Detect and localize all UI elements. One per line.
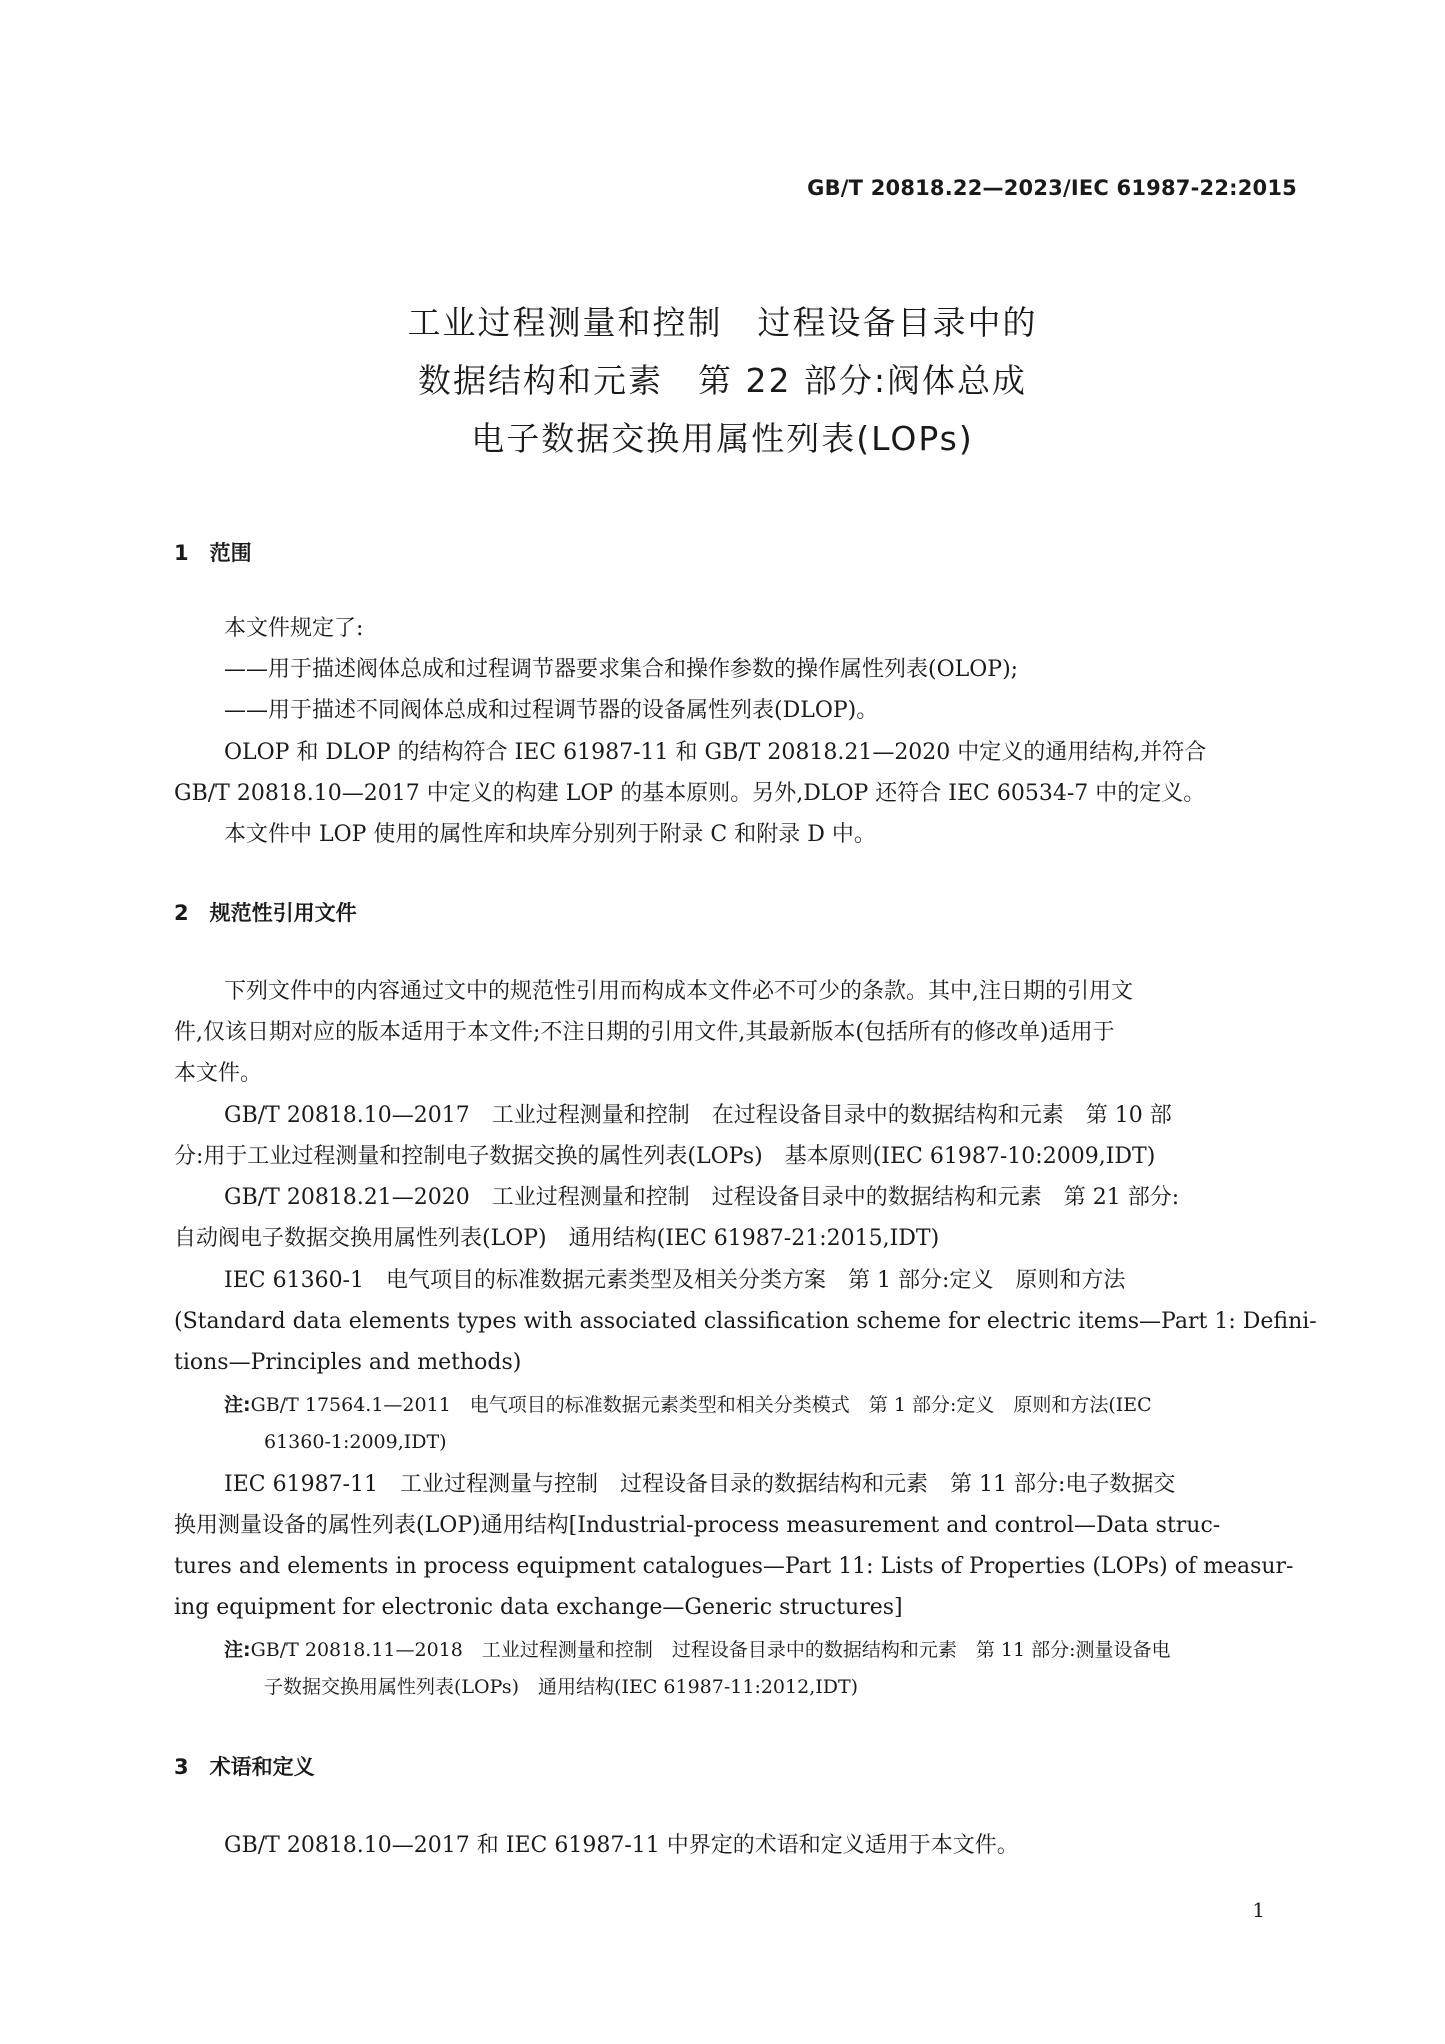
reference-note — [224, 1389, 1152, 1421]
reference-note — [224, 1634, 1171, 1666]
title-line-3: 电子数据交换用属性列表(LOPs) — [471, 419, 974, 458]
reference-entry: 自动阀电子数据交换用属性列表(LOP) 通用结构(IEC 61987-21:2015,IDT) — [174, 1226, 940, 1251]
page-number: 1 — [1252, 1898, 1265, 1922]
reference-entry: tions—Principles and methods) — [174, 1350, 522, 1375]
section-1-paragraph: OLOP 和 DLOP 的结构符合 IEC 61987-11 和 GB/T 20818.21—2020 中定义的通用结构,并符合 — [224, 740, 1207, 765]
reference-entry: 分:用于工业过程测量和控制电子数据交换的属性列表(LOPs) 基本原则(IEC 61987-10:2009,IDT) — [174, 1144, 1156, 1169]
section-2-intro: 件,仅该日期对应的版本适用于本文件;不注日期的引用文件,其最新版本(包括所有的修改单)适用于 — [174, 1020, 1115, 1045]
document-code: GB/T 20818.22—2023/IEC 61987-22:2015 — [807, 176, 1297, 200]
section-3-paragraph: GB/T 20818.10—2017 和 IEC 61987-11 中界定的术语和定义适用于本文件。 — [224, 1833, 1019, 1858]
title-line-1: 工业过程测量和控制 过程设备目录中的 — [407, 303, 1038, 342]
section-3-heading: 3 术语和定义 — [174, 1755, 315, 1779]
section-1-paragraph: GB/T 20818.10—2017 中定义的构建 LOP 的基本原则。另外,DLOP 还符合 IEC 60534-7 中的定义。 — [174, 781, 1206, 806]
reference-entry: IEC 61987-11 工业过程测量与控制 过程设备目录的数据结构和元素 第 11 部分:电子数据交 — [224, 1472, 1176, 1497]
reference-entry: GB/T 20818.10—2017 工业过程测量和控制 在过程设备目录中的数据结构和元素 第 10 部 — [224, 1103, 1172, 1128]
note-label: 注: — [224, 1394, 251, 1416]
reference-entry: GB/T 20818.21—2020 工业过程测量和控制 过程设备目录中的数据结构和元素 第 21 部分: — [224, 1185, 1180, 1210]
reference-entry: IEC 61360-1 电气项目的标准数据元素类型及相关分类方案 第 1 部分:定义 原则和方法 — [224, 1268, 1126, 1293]
section-1-list-item: ——用于描述不同阀体总成和过程调节器的设备属性列表(DLOP)。 — [224, 698, 879, 723]
reference-note: 子数据交换用属性列表(LOPs) 通用结构(IEC 61987-11:2012,IDT) — [264, 1676, 859, 1698]
section-1-paragraph: 本文件中 LOP 使用的属性库和块库分别列于附录 C 和附录 D 中。 — [224, 822, 876, 847]
section-1-intro: 本文件规定了: — [224, 616, 364, 641]
section-1-list-item: ——用于描述阀体总成和过程调节器要求集合和操作参数的操作属性列表(OLOP); — [224, 657, 1019, 682]
section-2-intro: 本文件。 — [174, 1061, 263, 1086]
document-title — [0, 294, 1445, 468]
reference-note: 61360-1:2009,IDT) — [264, 1431, 447, 1453]
note-text: GB/T 20818.11—2018 工业过程测量和控制 过程设备目录中的数据结构和元素 第 11 部分:测量设备电 — [250, 1639, 1171, 1661]
section-1-heading: 1 范围 — [174, 541, 252, 565]
title-line-2: 数据结构和元素 第 22 部分:阀体总成 — [417, 361, 1028, 400]
note-label: 注: — [224, 1639, 251, 1661]
section-2-heading: 2 规范性引用文件 — [174, 901, 357, 925]
reference-entry: ing equipment for electronic data exchange—Generic structures] — [174, 1595, 903, 1620]
section-2-intro: 下列文件中的内容通过文中的规范性引用而构成本文件必不可少的条款。其中,注日期的引用文 — [224, 979, 1133, 1004]
reference-entry: tures and elements in process equipment catalogues—Part 11: Lists of Properties (LOPs) of measur- — [174, 1554, 1294, 1579]
reference-entry: (Standard data elements types with associated classification scheme for electric items—Part 1: Defini- — [174, 1309, 1317, 1334]
reference-entry: 换用测量设备的属性列表(LOP)通用结构[Industrial-process measurement and control—Data struc- — [174, 1513, 1221, 1538]
note-text: GB/T 17564.1—2011 电气项目的标准数据元素类型和相关分类模式 第 1 部分:定义 原则和方法(IEC — [250, 1394, 1152, 1416]
